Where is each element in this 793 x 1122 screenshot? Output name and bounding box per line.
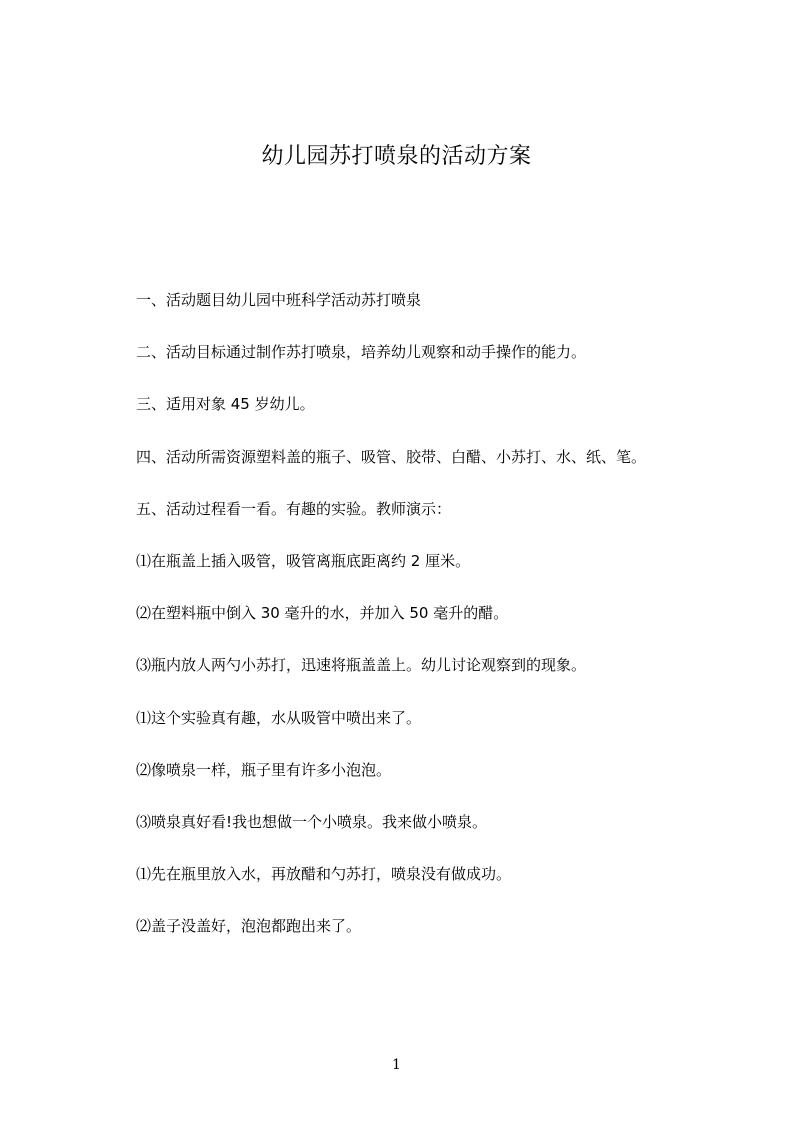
- section-activity-title: 一、活动题目幼儿园中班科学活动苏打喷泉: [136, 291, 422, 309]
- observation-3: ⑶喷泉真好看!我也想做一个小喷泉。我来做小喷泉。: [136, 812, 488, 831]
- section-activity-process: 五、活动过程看一看。有趣的实验。教师演示：: [136, 499, 452, 518]
- process-step-1: ⑴在瓶盖上插入吸管，吸管离瓶底距离约 2 厘米。: [136, 551, 471, 570]
- attempt-2: ⑵盖子没盖好，泡泡都跑出来了。: [136, 917, 362, 936]
- observation-1: ⑴这个实验真有趣，水从吸管中喷出来了。: [136, 708, 422, 727]
- observation-2: ⑵像喷泉一样，瓶子里有许多小泡泡。: [136, 760, 392, 779]
- section-resources: 四、活动所需资源塑料盖的瓶子、吸管、胶带、白醋、小苏打、水、纸、笔。: [136, 447, 647, 466]
- document-body: [136, 286, 736, 964]
- page-number: 1: [392, 1057, 401, 1073]
- section-activity-goal: 二、活动目标通过制作苏打喷泉，培养幼儿观察和动手操作的能力。: [136, 343, 587, 362]
- attempt-1: ⑴先在瓶里放入水，再放醋和勺苏打，喷泉没有做成功。: [136, 865, 512, 884]
- section-target-audience: 三、适用对象 45 岁幼儿。: [136, 395, 315, 414]
- process-step-2: ⑵在塑料瓶中倒入 30 毫升的水，并加入 50 毫升的醋。: [136, 604, 509, 623]
- process-step-3: ⑶瓶内放人两勺小苏打，迅速将瓶盖盖上。幼儿讨论观察到的现象。: [136, 656, 587, 675]
- document-title: 幼儿园苏打喷泉的活动方案: [261, 144, 532, 169]
